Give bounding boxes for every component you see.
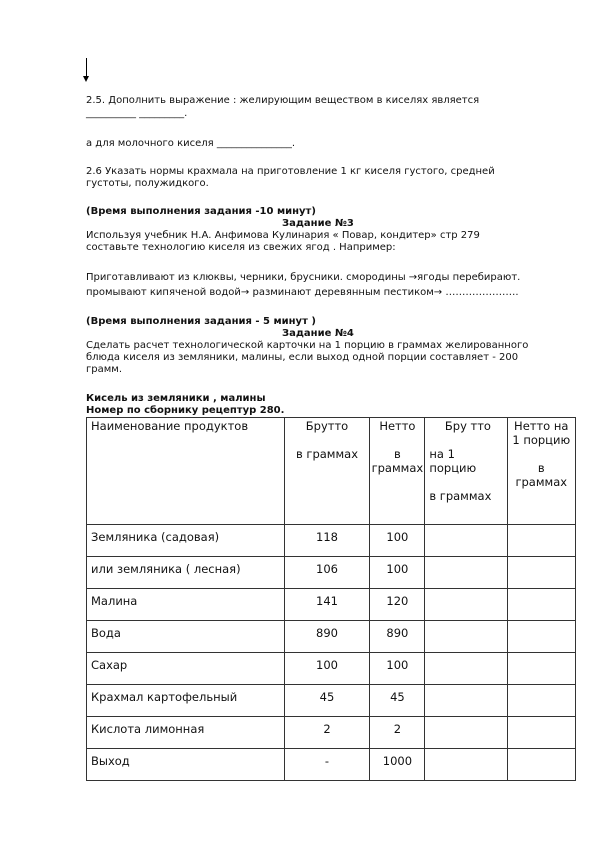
header-netto-label: Нетто — [379, 419, 416, 433]
brutto-value: 118 — [316, 530, 338, 544]
header-netto-portion-line2: 1 порцию — [512, 433, 571, 447]
task-2-6-line2: густоты, полужидкого. — [86, 178, 209, 189]
brutto-value: 890 — [316, 626, 338, 640]
task-3-line2: составьте технологию киселя из свежих ягод . Например: — [86, 242, 396, 253]
brutto-cell — [284, 685, 370, 717]
header-brutto-portion-line2: на 1 — [429, 447, 455, 461]
task-4-title: Задание №4 — [282, 328, 354, 339]
brutto-portion-cell — [425, 717, 507, 749]
netto-value: 45 — [390, 690, 405, 704]
netto-cell — [370, 749, 425, 781]
header-netto-portion-unit-2: граммах — [515, 475, 568, 489]
table-row — [87, 557, 576, 589]
product-name: Земляника (садовая) — [91, 530, 220, 544]
product-name: Вода — [91, 626, 121, 640]
brutto-portion-cell — [425, 653, 507, 685]
task-4-time: (Время выполнения задания - 5 минут ) — [86, 316, 316, 327]
text-cursor-arrow-icon — [83, 76, 89, 82]
table-row — [87, 717, 576, 749]
netto-value: 120 — [386, 594, 409, 608]
header-brutto-label: Брутто — [305, 419, 349, 433]
task-4-line1: Сделать расчет технологической карточки на 1 порцию в граммах желированного — [86, 340, 529, 351]
table-row — [87, 621, 576, 653]
netto-cell — [370, 653, 425, 685]
netto-cell — [370, 685, 425, 717]
task-2-5-line1: 2.5. Дополнить выражение : желирующим веществом в киселях является — [86, 95, 480, 106]
brutto-cell — [284, 717, 370, 749]
product-name: Малина — [91, 594, 138, 608]
product-name: Крахмал картофельный — [91, 690, 238, 704]
product-name-cell — [87, 525, 285, 557]
netto-portion-cell — [507, 525, 576, 557]
brutto-portion-cell — [425, 749, 507, 781]
header-netto-portion — [507, 418, 576, 525]
brutto-value: - — [324, 754, 330, 768]
brutto-value: 106 — [316, 562, 338, 576]
netto-portion-cell — [507, 717, 576, 749]
netto-portion-cell — [507, 749, 576, 781]
brutto-portion-cell — [425, 589, 507, 621]
brutto-value: 141 — [316, 594, 338, 608]
netto-cell — [370, 589, 425, 621]
recipe-table — [86, 417, 576, 781]
header-brutto-portion-label: Бру тто — [444, 419, 491, 433]
product-name: Кислота лимонная — [91, 722, 205, 736]
brutto-cell — [284, 653, 370, 685]
brutto-value: 2 — [323, 722, 331, 736]
header-netto-unit-1: в — [394, 447, 401, 461]
header-brutto-portion — [425, 418, 507, 525]
netto-value: 100 — [386, 658, 409, 672]
header-netto-portion-unit-1: в — [537, 461, 545, 475]
table-row — [87, 653, 576, 685]
netto-portion-cell — [507, 621, 576, 653]
brutto-portion-cell — [425, 525, 507, 557]
product-name-cell — [87, 557, 285, 589]
brutto-value: 45 — [319, 690, 335, 704]
header-netto-unit-2: граммах — [371, 461, 424, 475]
table-header-row — [87, 418, 576, 525]
task-2-6-line1: 2.6 Указать нормы крахмала на приготовление 1 кг киселя густого, средней — [86, 166, 495, 177]
product-name-cell — [87, 653, 285, 685]
task-3-title: Задание №3 — [282, 218, 354, 229]
netto-portion-cell — [507, 589, 576, 621]
task-2-5-line2: __________ _________. — [86, 108, 188, 119]
header-netto — [370, 418, 425, 525]
brutto-cell — [284, 749, 370, 781]
netto-value: 100 — [386, 562, 409, 576]
product-name-cell — [87, 685, 285, 717]
task-3-example-line2: промывают кипяченой водой→ разминают деревянным пестиком→ …………………. — [86, 287, 519, 298]
header-brutto-unit: в граммах — [295, 447, 359, 461]
product-name-cell — [87, 621, 285, 653]
netto-cell — [370, 621, 425, 653]
netto-cell — [370, 525, 425, 557]
product-name-cell — [87, 717, 285, 749]
netto-value: 2 — [393, 722, 402, 736]
netto-value: 890 — [386, 626, 409, 640]
netto-portion-cell — [507, 653, 576, 685]
brutto-portion-cell — [425, 557, 507, 589]
netto-value: 1000 — [382, 754, 413, 768]
brutto-cell — [284, 525, 370, 557]
text-cursor-icon — [86, 58, 87, 78]
task-3-time: (Время выполнения задания -10 минут) — [86, 206, 316, 217]
brutto-portion-cell — [425, 685, 507, 717]
task-4-line3: грамм. — [86, 364, 122, 375]
table-row — [87, 685, 576, 717]
header-brutto — [284, 418, 370, 525]
netto-cell — [370, 557, 425, 589]
brutto-portion-cell — [425, 621, 507, 653]
task-3-example-line1: Приготавливают из клюквы, черники, брусники. смородины →ягоды перебирают. — [86, 272, 521, 283]
product-name: или земляника ( лесная) — [91, 562, 241, 576]
header-product-name-label: Наименование продуктов — [91, 419, 249, 433]
header-brutto-portion-unit: в граммах — [429, 489, 492, 503]
brutto-cell — [284, 589, 370, 621]
product-name-cell — [87, 589, 285, 621]
brutto-cell — [284, 621, 370, 653]
product-name: Сахар — [91, 658, 128, 672]
header-netto-portion-line1: Нетто на — [514, 419, 569, 433]
table-row — [87, 749, 576, 781]
brutto-cell — [284, 557, 370, 589]
recipe-number: Номер по сборнику рецептур 280. — [86, 405, 285, 416]
product-name-cell — [87, 749, 285, 781]
netto-portion-cell — [507, 557, 576, 589]
task-3-line1: Используя учебник Н.А. Анфимова Кулинария « Повар, кондитер» стр 279 — [86, 230, 480, 241]
recipe-title: Кисель из земляники , малины — [86, 393, 266, 404]
task-2-5-line3: а для молочного киселя _______________. — [86, 138, 296, 149]
table-row — [87, 525, 576, 557]
netto-value: 100 — [386, 530, 409, 544]
header-brutto-portion-line3: порцию — [429, 461, 477, 475]
header-product-name — [87, 418, 285, 525]
table-row — [87, 589, 576, 621]
brutto-value: 100 — [316, 658, 338, 672]
netto-cell — [370, 717, 425, 749]
product-name: Выход — [91, 754, 130, 768]
task-4-line2: блюда киселя из земляники, малины, если выход одной порции составляет - 200 — [86, 352, 519, 363]
netto-portion-cell — [507, 685, 576, 717]
